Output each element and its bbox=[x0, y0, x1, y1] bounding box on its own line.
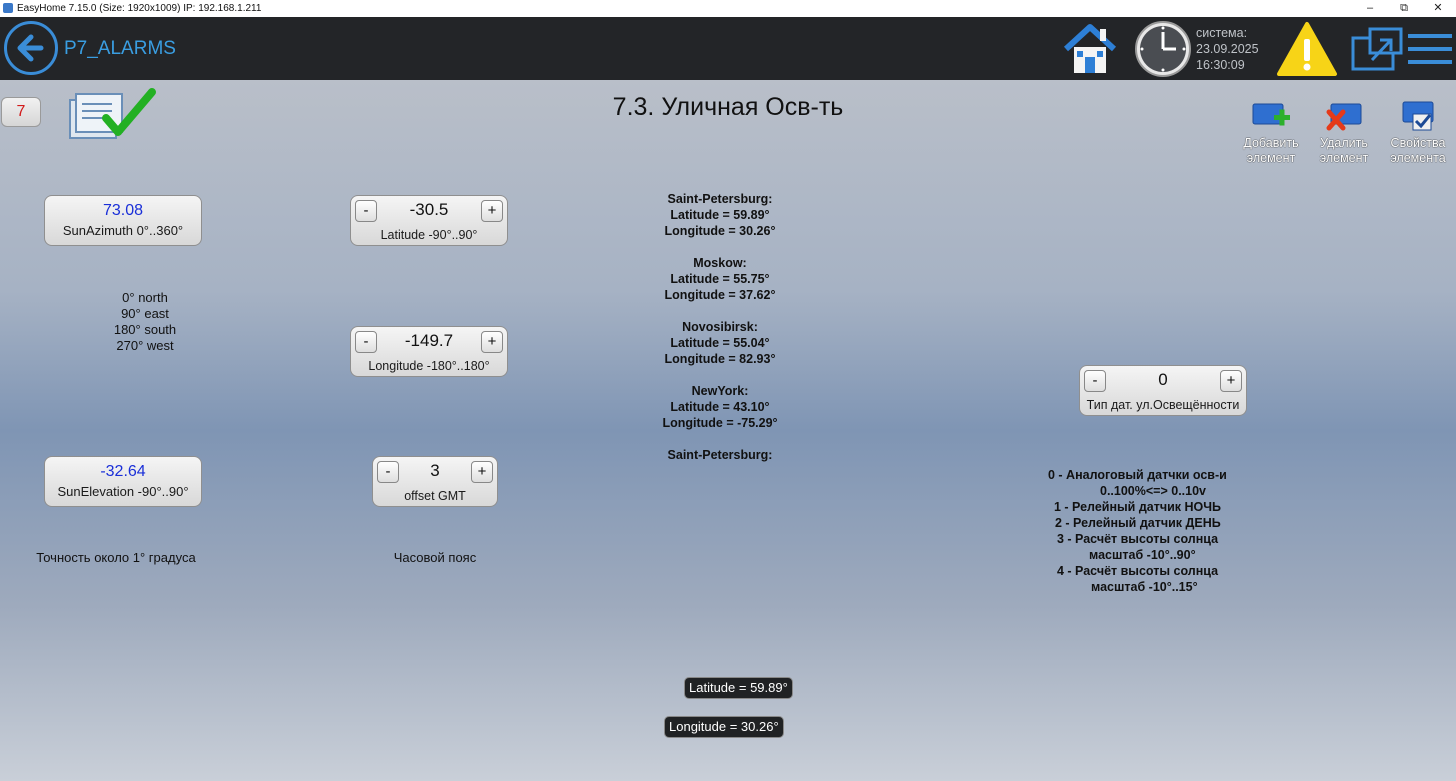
system-label: система: bbox=[1196, 26, 1248, 40]
window-title: EasyHome 7.15.0 (Size: 1920x1009) IP: 192.168.1.211 bbox=[17, 3, 262, 14]
sun-azimuth-label: SunAzimuth 0°..360° bbox=[62, 223, 184, 238]
direction-note: 90° east bbox=[121, 306, 169, 321]
sensor-note: 0 - Аналоговый датчки осв-и bbox=[1048, 468, 1227, 482]
latitude-stepper[interactable] bbox=[350, 195, 508, 246]
sun-elevation-display[interactable] bbox=[44, 456, 202, 507]
top-navigation-bar bbox=[0, 17, 1456, 80]
warning-icon[interactable] bbox=[1276, 21, 1338, 77]
city-latitude: Latitude = 43.10° bbox=[670, 400, 770, 414]
city-reference-list bbox=[620, 191, 820, 463]
delete-element-icon bbox=[1323, 98, 1365, 134]
page-name: P7_ALARMS bbox=[64, 38, 176, 59]
city-longitude: Longitude = 82.93° bbox=[664, 352, 776, 366]
delete-element-button[interactable] bbox=[1309, 98, 1379, 166]
city-longitude: Longitude = 37.62° bbox=[664, 288, 776, 302]
latitude-value: -30.5 bbox=[409, 200, 449, 219]
external-window-icon[interactable] bbox=[1350, 26, 1404, 72]
sensor-note: 1 - Релейный датчик НОЧЬ bbox=[1054, 500, 1222, 514]
sensor-type-minus-button[interactable]: - bbox=[1084, 370, 1106, 392]
system-time: 16:30:09 bbox=[1196, 58, 1245, 72]
page-number-badge[interactable]: 7 bbox=[1, 97, 41, 127]
city-longitude: Longitude = 30.26° bbox=[664, 224, 776, 238]
latitude-tooltip: Latitude = 59.89° bbox=[684, 677, 793, 699]
back-arrow-icon[interactable] bbox=[4, 21, 58, 75]
city-name: Saint-Petersburg: bbox=[667, 448, 773, 462]
city-name: Moskow: bbox=[693, 256, 747, 270]
sun-azimuth-value: 73.08 bbox=[102, 202, 144, 219]
accuracy-note: Точность около 1° градуса bbox=[36, 550, 196, 565]
offset-gmt-value: 3 bbox=[430, 461, 440, 480]
longitude-label: Longitude -180°..180° bbox=[368, 359, 490, 373]
sensor-type-plus-button[interactable]: + bbox=[1220, 370, 1242, 392]
direction-note: 270° west bbox=[116, 338, 174, 353]
delete-element-label-1: Удалить bbox=[1320, 136, 1368, 150]
app-icon bbox=[3, 3, 13, 13]
sensor-type-value: 0 bbox=[1158, 370, 1168, 389]
sun-elevation-label: SunElevation -90°..90° bbox=[57, 484, 189, 499]
element-properties-label-1: Свойства bbox=[1390, 136, 1446, 150]
element-properties-label-2: элемента bbox=[1390, 151, 1446, 165]
offset-gmt-plus-button[interactable]: + bbox=[471, 461, 493, 483]
sensor-note: 3 - Расчёт высоты солнца bbox=[1057, 532, 1219, 546]
offset-gmt-label: offset GMT bbox=[404, 489, 466, 503]
element-properties-icon bbox=[1397, 98, 1439, 134]
city-latitude: Latitude = 59.89° bbox=[670, 208, 770, 222]
latitude-label: Latitude -90°..90° bbox=[380, 228, 478, 242]
main-content bbox=[0, 80, 1456, 781]
home-icon[interactable] bbox=[1062, 21, 1118, 77]
city-name: Saint-Petersburg: bbox=[667, 192, 773, 206]
element-properties-button[interactable] bbox=[1383, 98, 1453, 166]
sensor-note: масштаб -10°..15° bbox=[1091, 580, 1198, 594]
sun-azimuth-display[interactable] bbox=[44, 195, 202, 246]
longitude-plus-button[interactable]: + bbox=[481, 331, 503, 353]
sensor-note: масштаб -10°..90° bbox=[1089, 548, 1196, 562]
add-element-label-2: элемент bbox=[1246, 151, 1296, 165]
page-title: 7.3. Уличная Осв-ть bbox=[612, 93, 844, 121]
sensor-note: 0..100%<=> 0..10v bbox=[1100, 484, 1206, 498]
clock-icon[interactable] bbox=[1134, 20, 1192, 78]
city-latitude: Latitude = 55.04° bbox=[670, 336, 770, 350]
sensor-note: 2 - Релейный датчик ДЕНЬ bbox=[1055, 516, 1221, 530]
city-longitude: Longitude = -75.29° bbox=[662, 416, 778, 430]
offset-gmt-stepper[interactable] bbox=[372, 456, 498, 507]
sensor-note: 4 - Расчёт высоты солнца bbox=[1057, 564, 1219, 578]
direction-note: 0° north bbox=[122, 290, 168, 305]
offset-gmt-minus-button[interactable]: - bbox=[377, 461, 399, 483]
add-element-label-1: Добавить bbox=[1243, 136, 1299, 150]
timezone-note: Часовой пояс bbox=[393, 550, 477, 565]
city-name: Novosibirsk: bbox=[682, 320, 758, 334]
longitude-minus-button[interactable]: - bbox=[355, 331, 377, 353]
close-icon[interactable]: ✕ bbox=[1433, 2, 1443, 14]
city-latitude: Latitude = 55.75° bbox=[670, 272, 770, 286]
longitude-stepper[interactable] bbox=[350, 326, 508, 377]
sensor-type-notes bbox=[1030, 467, 1246, 595]
system-info bbox=[1196, 25, 1259, 73]
sensor-type-label: Тип дат. ул.Освещённости bbox=[1086, 398, 1240, 412]
latitude-minus-button[interactable]: - bbox=[355, 200, 377, 222]
direction-notes bbox=[100, 290, 190, 354]
sensor-type-stepper[interactable] bbox=[1079, 365, 1247, 416]
add-element-button[interactable] bbox=[1236, 98, 1306, 166]
latitude-plus-button[interactable]: + bbox=[481, 200, 503, 222]
minimize-icon[interactable]: – bbox=[1366, 2, 1374, 14]
longitude-value: -149.7 bbox=[404, 331, 454, 350]
direction-note: 180° south bbox=[113, 322, 177, 337]
city-name: NewYork: bbox=[691, 384, 749, 398]
add-element-icon bbox=[1250, 98, 1292, 134]
system-date: 23.09.2025 bbox=[1196, 42, 1259, 56]
restore-icon[interactable]: ⧉ bbox=[1400, 2, 1408, 14]
longitude-tooltip: Longitude = 30.26° bbox=[664, 716, 784, 738]
window-titlebar bbox=[0, 0, 1456, 17]
delete-element-label-2: элемент bbox=[1319, 151, 1369, 165]
hamburger-menu-icon[interactable] bbox=[1408, 31, 1452, 67]
sun-elevation-value: -32.64 bbox=[100, 463, 146, 480]
